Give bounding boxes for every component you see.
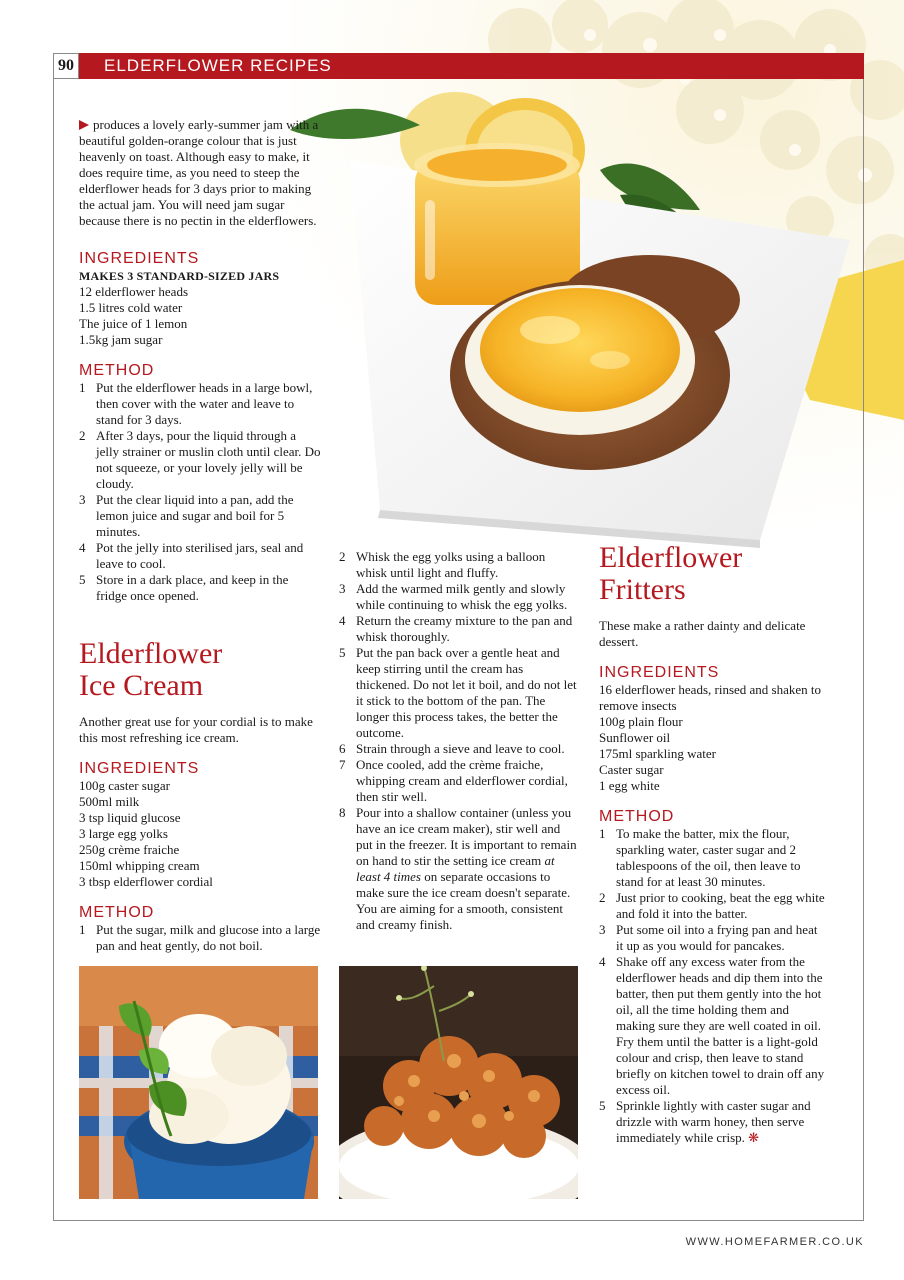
fritters-photo [339, 966, 578, 1199]
list-item: Caster sugar [599, 762, 664, 777]
list-item: 5 Put the pan back over a gentle heat and keep stirring until the cream has thickened. Do not let it boil, and do not let it stick to the bottom of the pan. The longer this process takes, the better the outcome. [339, 645, 577, 740]
ice-cream-method-list-start [79, 922, 321, 954]
jam-ingredient-list [79, 284, 321, 348]
ice-cream-intro: Another great use for your cordial is to make this most refreshing ice cream. [79, 714, 313, 745]
list-item: 250g crème fraiche [79, 842, 180, 857]
footer-url: WWW.HOMEFARMER.CO.UK [685, 1236, 864, 1248]
list-item: 1.5 litres cold water [79, 300, 183, 315]
list-item: 175ml sparkling water [599, 746, 716, 761]
ice-cream-method-heading: METHOD [79, 904, 155, 921]
list-item: 2 Just prior to cooking, beat the egg white and fold it into the batter. [599, 890, 825, 921]
jam-method-heading: METHOD [79, 362, 155, 379]
list-item: 3 Add the warmed milk gently and slowly while continuing to whisk the egg yolks. [339, 581, 568, 612]
end-mark-icon: ❋ [748, 1130, 760, 1145]
fritters-method-list [599, 826, 827, 1146]
list-item: 3 Put some oil into a frying pan and heat it up as you would for pancakes. [599, 922, 818, 953]
list-item: 3 large egg yolks [79, 826, 168, 841]
ice-cream-method-continued [339, 549, 577, 933]
fritters-title-line1: Elderflower [599, 541, 743, 574]
list-item: 4 Shake off any excess water from the elderflower heads and dip them into the batter, then put them gently into the hot oil, all the time holding them and making sure they are well coated in oil. Fry them until the batter is a light-gold colour and crisp, then leave to stand briefly on kitchen towel to drain off any excess oil. [599, 954, 825, 1097]
jam-intro-text: produces a lovely early-summer jam with a beautiful golden-orange colour that is just heavenly on toast. Although easy to make, it does require time, as you need to steep the elderflower heads for 3 days prior to making the actual jam. You will need jam sugar because there is no pectin in the elderflowers. [79, 117, 319, 228]
list-item: 2 Whisk the egg yolks using a balloon whisk until light and fluffy. [339, 549, 546, 580]
list-item: 3 tsp liquid glucose [79, 810, 181, 825]
list-item: 500ml milk [79, 794, 140, 809]
list-item: The juice of 1 lemon [79, 316, 188, 331]
ice-cream-title-line2: Ice Cream [79, 669, 204, 702]
list-item: 2 After 3 days, pour the liquid through a jelly strainer or muslin cloth until clear. Do not squeeze, or your lovely jelly will be cloudy. [79, 428, 321, 491]
list-item: 5 Store in a dark place, and keep in the fridge once opened. [79, 572, 289, 603]
jam-recipe [79, 117, 321, 604]
list-item: 100g caster sugar [79, 778, 170, 793]
page-number: 90 [53, 53, 79, 79]
section-title: ELDERFLOWER RECIPES [104, 56, 332, 75]
list-item: 150ml whipping cream [79, 858, 200, 873]
list-item: 100g plain flour [599, 714, 683, 729]
list-item: 5 Sprinkle lightly with caster sugar and drizzle with warm honey, then serve immediately while crisp. ❋ [599, 1098, 811, 1145]
ice-cream-recipe [79, 638, 321, 954]
list-item: 3 tbsp elderflower cordial [79, 874, 213, 889]
list-item: 7 Once cooled, add the crème fraiche, whipping cream and elderflower cordial, then stir well. [339, 757, 568, 804]
continue-arrow-icon [79, 120, 89, 130]
jam-intro [79, 117, 321, 229]
fritters-ingredients-heading: INGREDIENTS [599, 664, 720, 681]
list-item: 1 Put the elderflower heads in a large bowl, then cover with the water and leave to stand for 3 days. [79, 380, 313, 427]
list-item: 4 Return the creamy mixture to the pan and whisk thoroughly. [339, 613, 573, 644]
fritters-recipe [599, 542, 827, 1146]
list-item: 1 egg white [599, 778, 660, 793]
ice-cream-method-list [339, 549, 577, 933]
list-item: 1.5kg jam sugar [79, 332, 163, 347]
list-item: 8 Pour into a shallow container (unless you have an ice cream maker), stir well and put in the freezer. It is important to remain on hand to stir the setting ice cream at least 4 times on separate occasions to make sure the ice cream doesn't separate. You are aiming for a smooth, consistent and creamy finish. [339, 805, 577, 932]
ice-cream-photo [79, 966, 318, 1199]
jam-ingredients-heading: INGREDIENTS [79, 250, 200, 267]
fritters-intro: These make a rather dainty and delicate dessert. [599, 618, 806, 649]
list-item: 1 Put the sugar, milk and glucose into a large pan and heat gently, do not boil. [79, 922, 321, 953]
fritters-title-line2: Fritters [599, 573, 686, 606]
fritters-ingredient-list [599, 682, 827, 794]
ice-cream-title-line1: Elderflower [79, 637, 223, 670]
list-item: 1 To make the batter, mix the flour, sparkling water, caster sugar and 2 tablespoons of the oil, then leave to stand for at least 30 minutes. [599, 826, 801, 889]
list-item: Sunflower oil [599, 730, 671, 745]
jam-yield: MAKES 3 STANDARD-SIZED JARS [79, 269, 280, 283]
fritters-method-heading: METHOD [599, 808, 675, 825]
ice-cream-ingredients-heading: INGREDIENTS [79, 760, 200, 777]
ice-cream-ingredient-list [79, 778, 321, 890]
list-item: 3 Put the clear liquid into a pan, add the lemon juice and sugar and boil for 5 minutes. [79, 492, 294, 539]
list-item: 12 elderflower heads [79, 284, 189, 299]
list-item: 4 Pot the jelly into sterilised jars, seal and leave to cool. [79, 540, 304, 571]
jam-method-list [79, 380, 321, 604]
list-item: 16 elderflower heads, rinsed and shaken to remove insects [599, 682, 822, 713]
list-item: 6 Strain through a sieve and leave to cool. [339, 741, 565, 756]
